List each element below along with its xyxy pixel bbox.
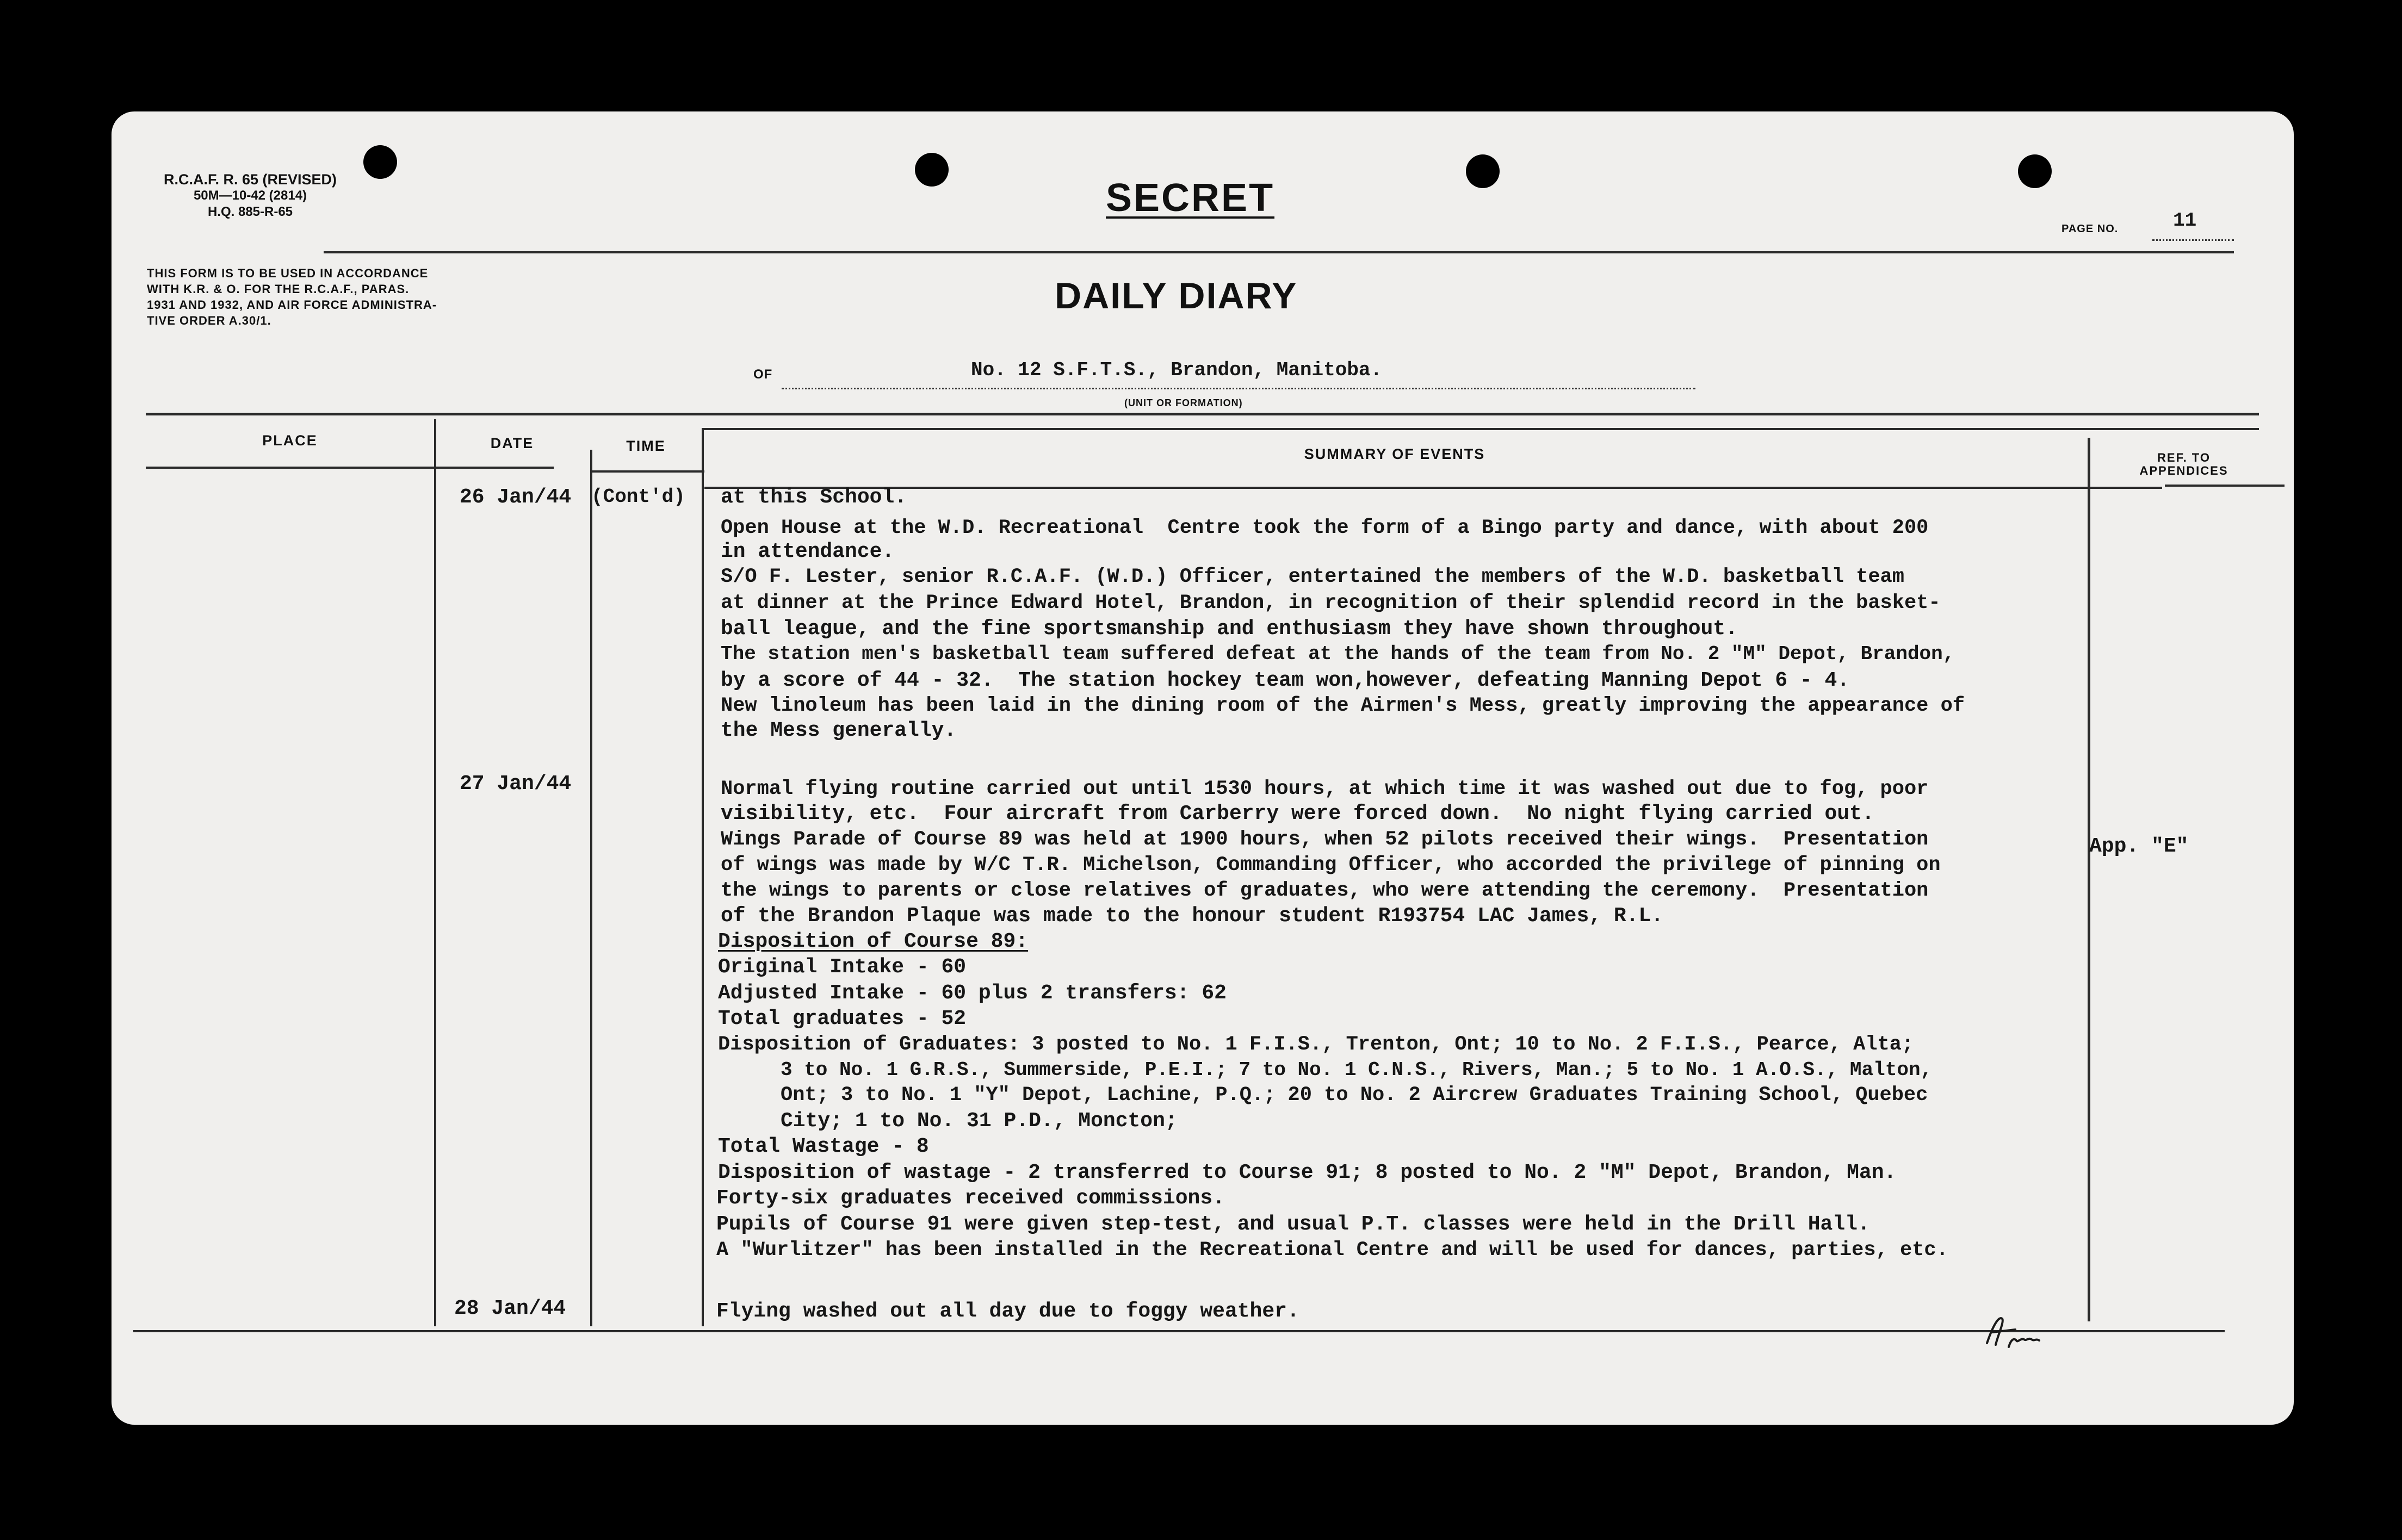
summary-line: at this School. [721,486,907,509]
classification-heading: SECRET [1106,176,1275,220]
handwritten-initials [1983,1313,2053,1351]
summary-line: Wings Parade of Course 89 was held at 1900 hours, when 52 pilots received their wings. Presentation [721,828,1929,851]
disposition-heading-text: Disposition of Course 89: [718,930,1029,953]
summary-line: Normal flying routine carried out until 1530 hours, at which time it was washed out due to fog, poor [721,778,1929,800]
summary-line: The station men's basketball team suffered defeat at the hands of the team from No. 2 "M" Depot, Brandon, [721,643,1955,665]
entry-date: 27 Jan/44 [460,772,572,796]
punch-hole [915,153,949,187]
diary-sheet [112,111,2294,1425]
header-separator [2165,485,2285,487]
summary-line: visibility, etc. Four aircraft from Carberry were forced down. No night flying carried out. [721,802,1874,825]
hq-file: H.Q. 885-R-65 [207,204,293,219]
summary-line: by a score of 44 - 32. The station hockey team won,however, defeating Manning Depot 6 - 4. [721,669,1850,692]
summary-line: Disposition of wastage - 2 transferred to Course 91; 8 posted to No. 2 "M" Depot, Brandon, Man. [718,1161,1897,1184]
summary-line: the Mess generally. [721,719,957,742]
appendix-reference: App. "E" [2089,835,2189,858]
summary-line: Pupils of Course 91 were given step-test, and usual P.T. classes were held in the Drill Hall. [716,1213,1870,1236]
punch-hole [363,145,397,179]
punch-hole [2018,154,2052,188]
unit-caption: (UNIT OR FORMATION) [1124,398,1243,408]
summary-line: S/O F. Lester, senior R.C.A.F. (W.D.) Officer, entertained the members of the W.D. basketball team [721,566,1904,588]
of-label: OF [753,367,773,382]
page-number: 11 [2173,209,2197,232]
summary-line: Disposition of Graduates: 3 posted to No. 1 F.I.S., Trenton, Ont; 10 to No. 2 F.I.S., Pearce, Alta; [718,1033,1914,1056]
summary-line: Total Wastage - 8 [718,1135,929,1158]
entry-date: 28 Jan/44 [454,1297,566,1320]
entry-date: 26 Jan/44 [460,486,572,509]
punch-hole [1466,154,1500,188]
summary-line: ball league, and the fine sportsmanship and enthusiasm they have shown throughout. [721,617,1738,641]
note-line: THIS FORM IS TO BE USED IN ACCORDANCE [147,266,429,280]
header-separator [590,470,704,473]
summary-line: New linoleum has been laid in the dining room of the Airmen's Mess, greatly improving the appearance of [721,694,1965,717]
form-usage-note [147,265,538,328]
form-number: R.C.A.F. R. 65 (REVISED) [163,171,337,188]
header-separator [146,467,554,469]
col-header-summary: SUMMARY OF EVENTS [1304,446,1485,462]
document-title: DAILY DIARY [1055,275,1298,316]
unit-name: No. 12 S.F.T.S., Brandon, Manitoba. [971,359,1383,381]
summary-line: of the Brandon Plaque was made to the honour student R193754 LAC James, R.L. [721,904,1664,928]
col-header-place: PLACE [262,432,318,449]
form-reference [141,171,359,220]
unit-underline [782,388,1695,389]
disposition-heading [718,930,1028,953]
col-header-appendices [2089,451,2279,477]
summary-line: 3 to No. 1 G.R.S., Summerside, P.E.I.; 7 to No. 1 C.N.S., Rivers, Man.; 5 to No. 1 A.O.S., Malton, [781,1059,1933,1081]
column-divider [702,429,704,1326]
summary-line: Original Intake - 60 [718,955,967,979]
col-header-time: TIME [626,438,666,454]
column-divider [434,419,436,1326]
col-header-ref: REF. TO [2157,451,2211,464]
note-line: 1931 AND 1932, AND AIR FORCE ADMINISTRA- [147,298,437,312]
page-label: PAGE NO. [2061,223,2119,235]
table-top-rule [146,413,2259,415]
summary-line: Adjusted Intake - 60 plus 2 transfers: 62 [718,982,1227,1005]
header-rule [324,251,2234,253]
summary-line: Ont; 3 to No. 1 "Y" Depot, Lachine, P.Q.; 20 to No. 2 Aircrew Graduates Training School, Quebec [781,1084,1928,1107]
summary-line: Forty-six graduates received commissions. [716,1187,1225,1210]
summary-line: Flying washed out all day due to foggy weather. [716,1300,1299,1323]
page-number-underline [2152,239,2234,241]
summary-line: Open House at the W.D. Recreational Centre took the form of a Bingo party and dance, with about 200 [721,517,1929,539]
entry-time: (Cont'd) [591,486,685,508]
table-top-rule-inner [702,428,2259,430]
table-bottom-rule [133,1330,2225,1332]
summary-line: in attendance. [721,540,895,563]
summary-line: Total graduates - 52 [718,1007,967,1030]
col-header-appendices-label: APPENDICES [2139,464,2228,477]
header-separator [704,487,2162,489]
summary-line: A "Wurlitzer" has been installed in the Recreational Centre and will be used for dances, parties, etc. [716,1239,1948,1262]
column-divider [2088,438,2090,1321]
summary-line: City; 1 to No. 31 P.D., Moncton; [781,1109,1178,1133]
summary-line: at dinner at the Prince Edward Hotel, Brandon, in recognition of their splendid record in the basket- [721,592,1941,614]
summary-line: the wings to parents or close relatives of graduates, who were attending the ceremony. Presentation [721,879,1929,902]
print-code: 50M—10-42 (2814) [193,188,307,203]
page-number-label [2061,223,2118,235]
summary-line: of wings was made by W/C T.R. Michelson, Commanding Officer, who accorded the privilege of pinning on [721,854,1941,877]
note-line: TIVE ORDER A.30/1. [147,314,271,327]
column-divider [590,450,592,1326]
note-line: WITH K.R. & O. FOR THE R.C.A.F., PARAS. [147,282,410,296]
col-header-date: DATE [490,435,534,451]
